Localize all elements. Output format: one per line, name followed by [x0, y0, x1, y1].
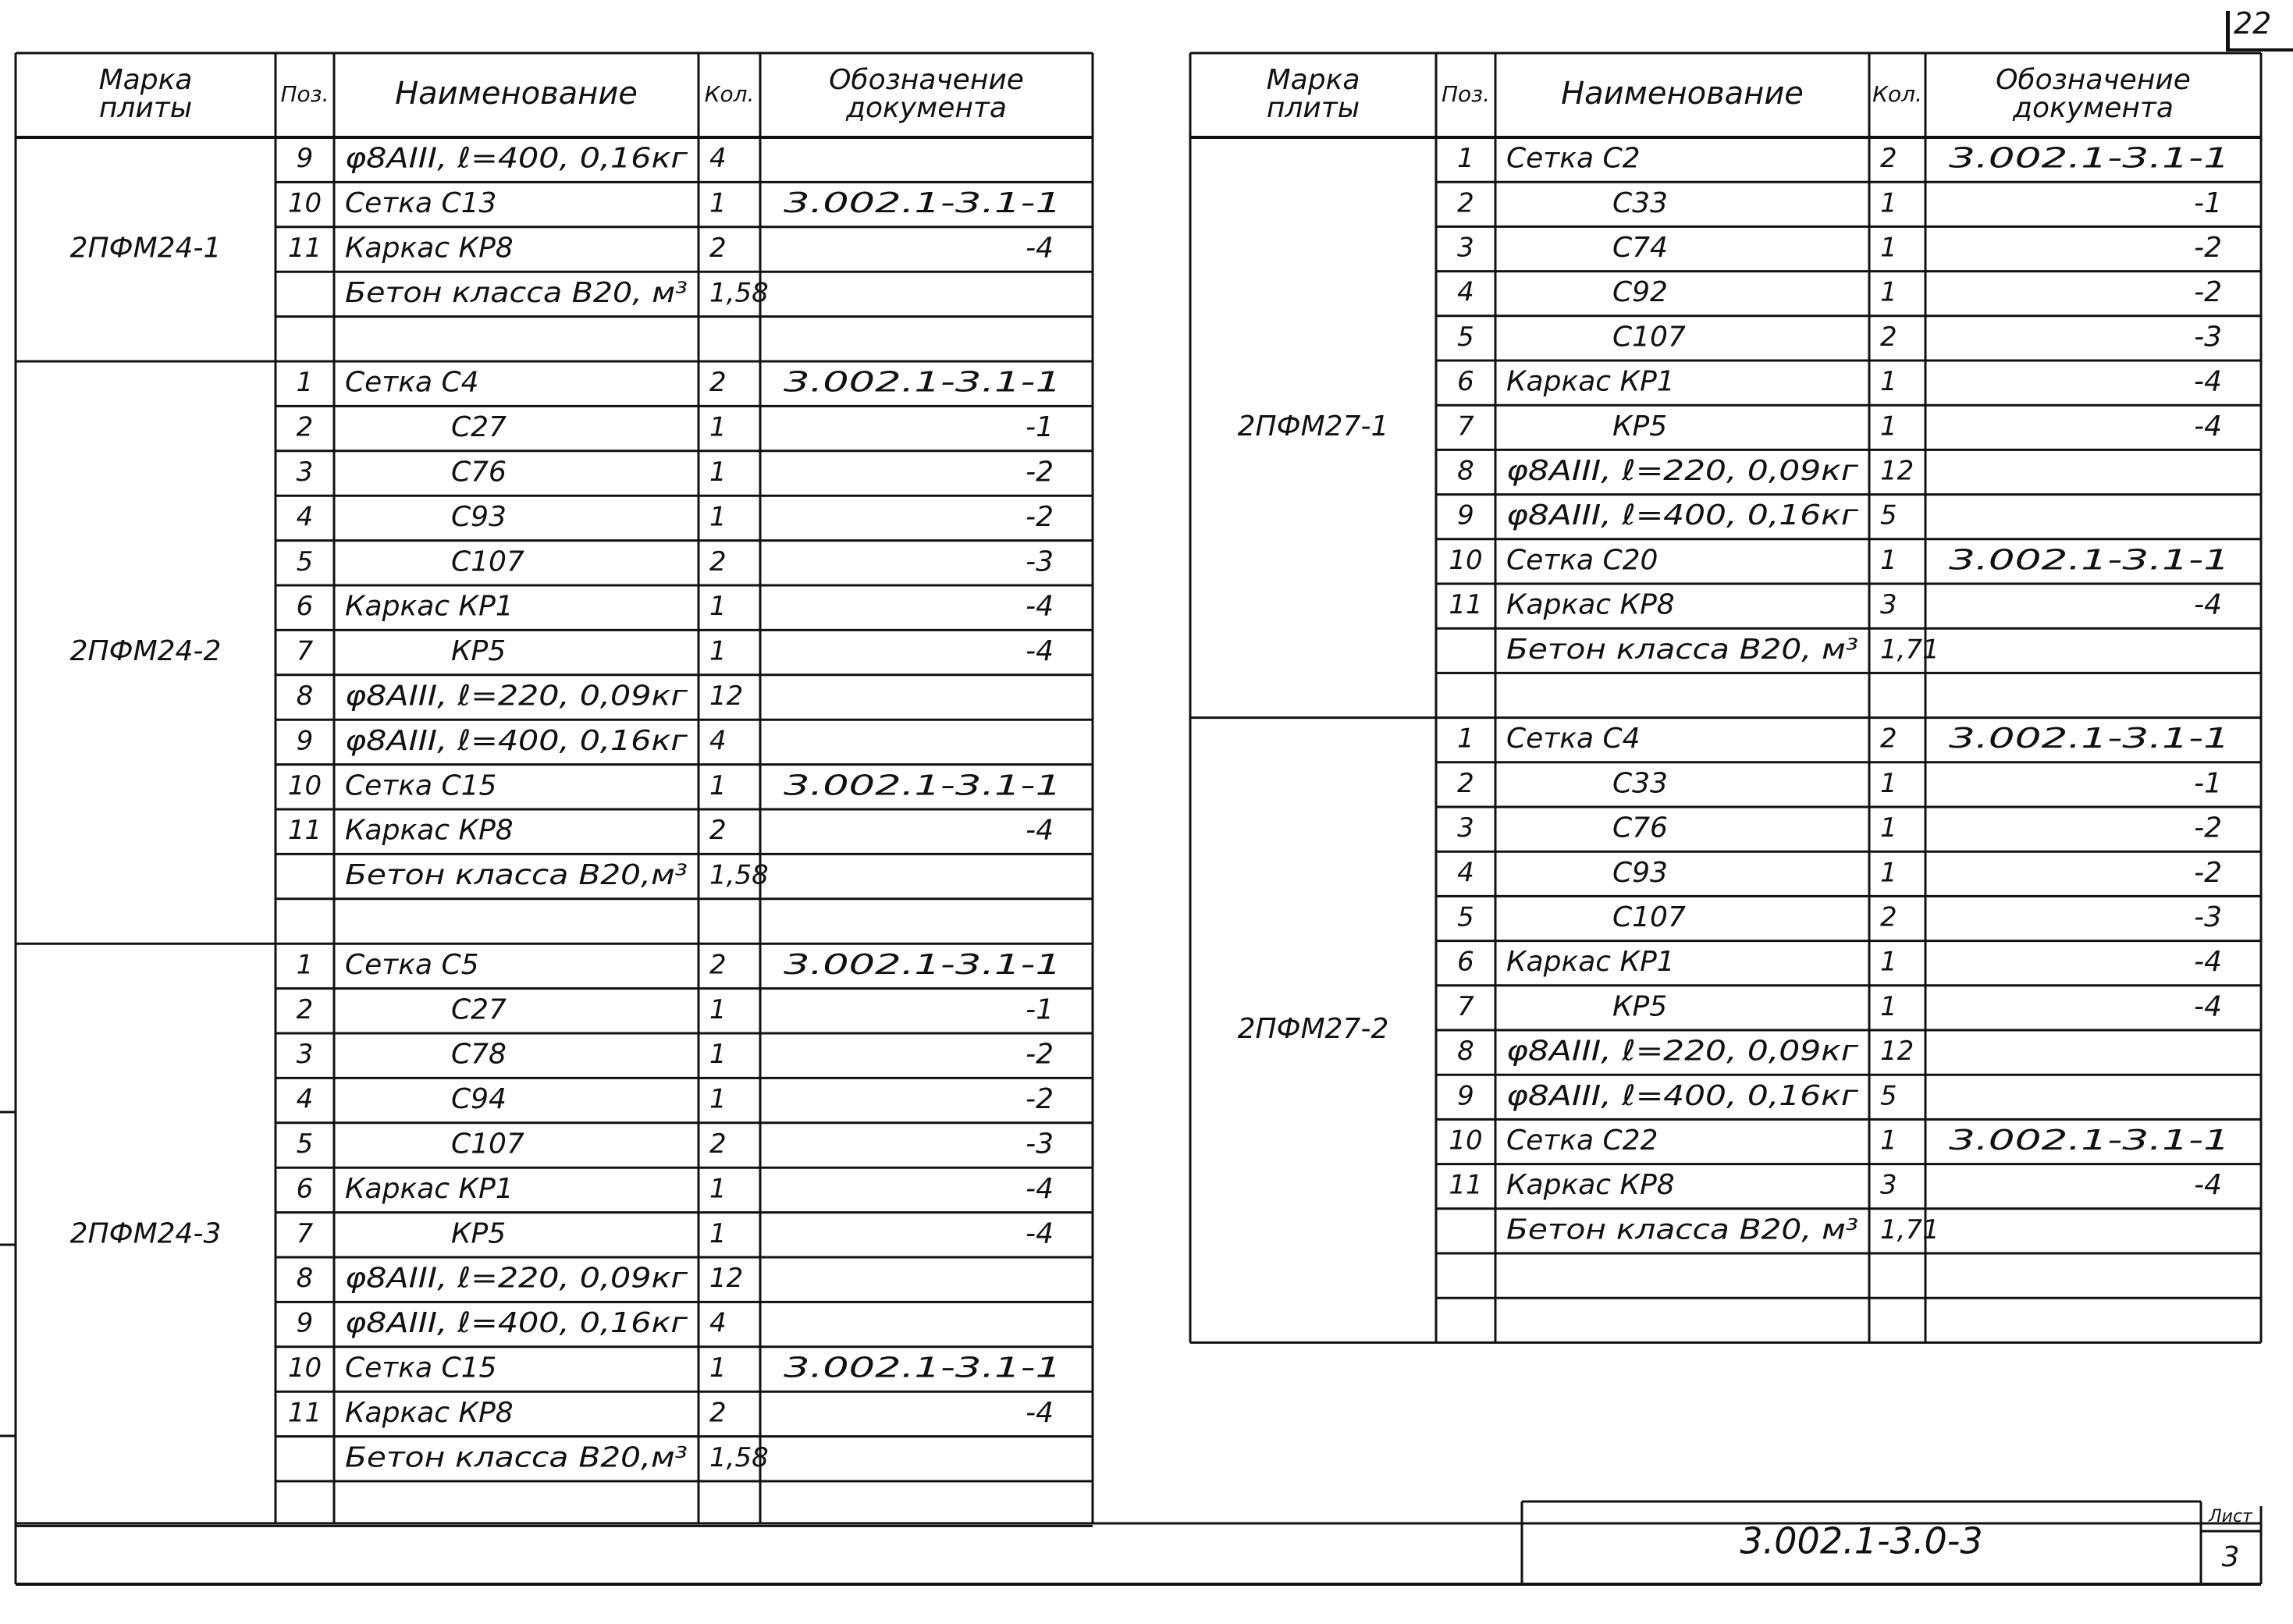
- row-name: КР5: [1612, 410, 1668, 442]
- row-pos: 1: [1457, 723, 1474, 755]
- row-pos: 8: [296, 1263, 314, 1295]
- row-qty: 12: [709, 681, 744, 712]
- row-qty: 1: [1880, 857, 1897, 889]
- row-pos: 9: [296, 1307, 314, 1339]
- row-qty: 2: [709, 949, 727, 981]
- header-pos: Поз.: [280, 81, 329, 107]
- row-doc: -4: [2194, 990, 2222, 1023]
- row-pos: 8: [296, 681, 314, 712]
- row-qty: 1: [709, 1173, 727, 1205]
- row-name: φ8АIII, ℓ=400, 0,16кг: [345, 142, 689, 175]
- row-qty: 2: [709, 815, 727, 847]
- row-qty: 2: [1880, 321, 1897, 353]
- row-pos: 8: [1457, 1036, 1474, 1068]
- row-name: Каркас КР8: [1506, 1169, 1675, 1202]
- header-mark: Марка: [98, 64, 193, 96]
- row-pos: 10: [287, 769, 322, 801]
- header-pos: Поз.: [1442, 81, 1490, 107]
- row-qty: 1: [709, 1039, 727, 1071]
- row-name: С107: [451, 1128, 524, 1160]
- row-pos: 11: [1449, 589, 1483, 621]
- row-doc: 3.002.1-3.1-1: [1949, 723, 2230, 755]
- header-qty: Кол.: [1872, 81, 1922, 107]
- row-name: КР5: [451, 635, 507, 668]
- row-qty: 3: [1880, 1169, 1897, 1201]
- row-qty: 2: [709, 233, 727, 264]
- row-pos: 5: [1457, 901, 1474, 933]
- row-pos: 7: [296, 1217, 314, 1249]
- header-mark: плиты: [98, 92, 193, 124]
- row-qty: 12: [1880, 455, 1914, 487]
- row-doc: -2: [1026, 500, 1054, 533]
- row-pos: 2: [296, 411, 314, 443]
- row-name: Каркас КР8: [1506, 588, 1675, 621]
- row-doc: -2: [1026, 1038, 1054, 1071]
- row-pos: 6: [1457, 946, 1474, 978]
- row-doc: -3: [2194, 321, 2222, 354]
- row-name: С107: [1612, 901, 1686, 933]
- row-qty: 1: [1880, 544, 1897, 576]
- row-qty: 2: [1880, 901, 1897, 933]
- row-name: φ8АIII, ℓ=220, 0,09кг: [345, 1262, 689, 1295]
- row-qty: 1: [709, 1352, 727, 1384]
- row-doc: -1: [2194, 767, 2222, 800]
- header-mark: плиты: [1266, 92, 1360, 124]
- row-pos: 2: [1457, 767, 1474, 799]
- row-pos: 9: [1457, 1080, 1474, 1112]
- stamp-sheet-number: 3: [2221, 1541, 2240, 1573]
- row-doc: -2: [2194, 856, 2222, 889]
- row-qty: 1,58: [709, 859, 769, 891]
- row-name: Каркас КР1: [1506, 365, 1675, 398]
- plate-mark: 2ПФМ24-2: [69, 635, 222, 668]
- row-qty: 12: [1880, 1036, 1914, 1068]
- page-number: 22: [2234, 6, 2272, 41]
- row-name: φ8АIII, ℓ=220, 0,09кг: [1506, 1035, 1860, 1068]
- row-qty: 1: [1880, 410, 1897, 442]
- row-name: Сетка С22: [1506, 1125, 1658, 1157]
- row-pos: 3: [296, 457, 314, 488]
- row-qty: 1: [1880, 767, 1897, 799]
- row-qty: 1: [1880, 232, 1897, 264]
- row-qty: 5: [1880, 499, 1897, 531]
- row-doc: -4: [1026, 1172, 1054, 1205]
- row-name: Каркас КР1: [345, 1172, 514, 1205]
- header-name: Наименование: [1561, 76, 1804, 112]
- row-pos: 8: [1457, 455, 1474, 487]
- plate-mark: 2ПФМ27-1: [1237, 410, 1389, 442]
- row-doc: -4: [2194, 365, 2222, 398]
- row-pos: 3: [1457, 812, 1474, 844]
- row-pos: 4: [1457, 857, 1474, 889]
- row-name: С74: [1612, 232, 1668, 264]
- row-name: Сетка С2: [1506, 142, 1641, 175]
- row-doc: -4: [1026, 590, 1054, 623]
- row-qty: 1: [709, 187, 727, 219]
- row-doc: -4: [2194, 410, 2222, 442]
- row-pos: 7: [1457, 990, 1474, 1022]
- row-qty: 4: [709, 1307, 727, 1339]
- row-qty: 1,71: [1880, 1214, 1939, 1246]
- row-qty: 1: [709, 1083, 727, 1115]
- row-qty: 1: [709, 993, 727, 1025]
- row-name: С107: [1612, 321, 1686, 354]
- row-name: Бетон класса В20, м³: [1506, 633, 1858, 666]
- row-doc: -2: [1026, 1083, 1054, 1116]
- row-doc: -2: [2194, 232, 2222, 264]
- row-pos: 3: [1457, 232, 1474, 264]
- row-name: С93: [1612, 856, 1668, 889]
- row-qty: 1: [1880, 812, 1897, 844]
- row-name: С76: [451, 456, 507, 489]
- row-doc: 3.002.1-3.1-1: [1949, 142, 2230, 175]
- row-doc: -3: [2194, 901, 2222, 933]
- row-name: φ8АIII, ℓ=400, 0,16кг: [1506, 1079, 1860, 1112]
- row-doc: -4: [1026, 1396, 1054, 1429]
- row-qty: 2: [1880, 723, 1897, 755]
- header-doc: Обозначение: [1996, 64, 2191, 96]
- row-name: Бетон класса В20,м³: [345, 859, 688, 892]
- row-name: С33: [1612, 187, 1668, 219]
- row-pos: 6: [1457, 366, 1474, 398]
- row-name: С92: [1612, 276, 1668, 309]
- row-qty: 1: [709, 411, 727, 443]
- row-qty: 12: [709, 1263, 744, 1295]
- row-pos: 2: [1457, 187, 1474, 219]
- row-pos: 10: [1449, 1125, 1483, 1157]
- row-doc: -2: [2194, 276, 2222, 309]
- row-name: Бетон класса В20, м³: [1506, 1214, 1858, 1246]
- row-name: φ8АIII, ℓ=400, 0,16кг: [1506, 499, 1860, 532]
- row-doc: -1: [2194, 187, 2222, 219]
- row-name: φ8АIII, ℓ=220, 0,09кг: [1506, 455, 1860, 487]
- row-name: Каркас КР1: [1506, 946, 1675, 979]
- row-name: φ8АIII, ℓ=400, 0,16кг: [345, 1307, 689, 1340]
- row-name: Каркас КР8: [345, 1396, 514, 1429]
- row-qty: 4: [709, 725, 727, 757]
- row-pos: 1: [296, 367, 314, 399]
- row-qty: 1: [1880, 990, 1897, 1022]
- row-name: Бетон класса В20, м³: [345, 276, 688, 309]
- row-doc: -3: [1026, 545, 1054, 578]
- row-qty: 4: [709, 143, 727, 175]
- row-name: Сетка С4: [345, 366, 479, 399]
- row-pos: 11: [287, 815, 322, 847]
- row-pos: 7: [1457, 410, 1474, 442]
- row-name: Сетка С4: [1506, 723, 1641, 755]
- row-qty: 1: [709, 1217, 727, 1249]
- row-doc: -2: [2194, 812, 2222, 844]
- row-qty: 2: [709, 1397, 727, 1429]
- row-pos: 2: [296, 993, 314, 1025]
- row-qty: 1: [709, 457, 727, 488]
- row-doc: 3.002.1-3.1-1: [784, 187, 1061, 220]
- row-pos: 7: [296, 635, 314, 667]
- row-qty: 1,58: [709, 277, 769, 309]
- row-pos: 9: [296, 143, 314, 175]
- row-name: Сетка С20: [1506, 544, 1658, 577]
- header-doc: документа: [846, 92, 1007, 124]
- row-name: Каркас КР8: [345, 814, 514, 847]
- row-doc: 3.002.1-3.1-1: [1949, 1125, 2230, 1157]
- row-pos: 11: [287, 233, 322, 264]
- row-qty: 1: [1880, 366, 1897, 398]
- row-pos: 4: [1457, 276, 1474, 308]
- row-doc: -1: [1026, 993, 1054, 1026]
- row-qty: 3: [1880, 589, 1897, 621]
- plate-mark: 2ПФМ24-3: [69, 1217, 222, 1250]
- row-doc: 3.002.1-3.1-1: [1949, 544, 2230, 577]
- row-name: С27: [451, 993, 507, 1026]
- row-pos: 6: [296, 1173, 314, 1205]
- row-qty: 2: [709, 367, 727, 399]
- row-name: С94: [451, 1083, 507, 1116]
- row-pos: 3: [296, 1039, 314, 1071]
- row-doc: -4: [1026, 232, 1054, 265]
- row-pos: 1: [296, 949, 314, 981]
- row-qty: 2: [709, 545, 727, 577]
- row-name: Каркас КР1: [345, 590, 514, 623]
- header-doc: документа: [2013, 92, 2174, 124]
- row-pos: 10: [287, 187, 322, 219]
- header-mark: Марка: [1266, 64, 1360, 96]
- header-name: Наименование: [395, 76, 638, 112]
- row-doc: -4: [1026, 1217, 1054, 1250]
- stamp-sheet-label: Лист: [2209, 1507, 2252, 1526]
- row-qty: 1: [1880, 946, 1897, 978]
- row-doc: -4: [2194, 946, 2222, 979]
- row-qty: 1,58: [709, 1441, 769, 1473]
- row-name: С27: [451, 411, 507, 444]
- row-doc: -1: [1026, 411, 1054, 444]
- row-doc: -4: [2194, 1169, 2222, 1202]
- row-name: С33: [1612, 767, 1668, 800]
- row-pos: 5: [1457, 321, 1474, 353]
- row-doc: -4: [1026, 814, 1054, 847]
- row-name: КР5: [1612, 990, 1668, 1023]
- row-pos: 4: [296, 501, 314, 533]
- row-pos: 10: [287, 1352, 322, 1384]
- row-name: С93: [451, 500, 507, 533]
- row-qty: 1: [1880, 1125, 1897, 1157]
- row-name: Каркас КР8: [345, 232, 514, 265]
- row-doc: 3.002.1-3.1-1: [784, 948, 1061, 981]
- row-pos: 6: [296, 591, 314, 623]
- row-name: Сетка С13: [345, 187, 497, 220]
- row-qty: 2: [1880, 143, 1897, 175]
- row-pos: 9: [1457, 499, 1474, 531]
- row-doc: -4: [2194, 588, 2222, 621]
- row-pos: 1: [1457, 143, 1474, 175]
- row-name: Сетка С5: [345, 948, 479, 981]
- row-pos: 11: [1449, 1169, 1483, 1201]
- row-name: КР5: [451, 1217, 507, 1250]
- row-name: С78: [451, 1038, 507, 1071]
- row-name: С107: [451, 545, 524, 578]
- row-pos: 10: [1449, 544, 1483, 576]
- row-qty: 1: [709, 635, 727, 667]
- row-pos: 11: [287, 1397, 322, 1429]
- row-pos: 5: [296, 545, 314, 577]
- row-doc: 3.002.1-3.1-1: [784, 769, 1061, 802]
- row-name: С76: [1612, 812, 1668, 844]
- row-qty: 5: [1880, 1080, 1897, 1112]
- stamp-designation: 3.002.1-3.0-3: [1740, 1519, 1983, 1562]
- row-qty: 1: [1880, 276, 1897, 308]
- row-qty: 1: [709, 501, 727, 533]
- row-doc: -4: [1026, 635, 1054, 668]
- row-name: φ8АIII, ℓ=400, 0,16кг: [345, 724, 689, 757]
- row-pos: 4: [296, 1083, 314, 1115]
- row-pos: 9: [296, 725, 314, 757]
- row-qty: 1: [709, 591, 727, 623]
- row-qty: 1,71: [1880, 634, 1939, 666]
- row-doc: -3: [1026, 1128, 1054, 1160]
- row-doc: 3.002.1-3.1-1: [784, 1352, 1061, 1384]
- row-name: φ8АIII, ℓ=220, 0,09кг: [345, 680, 689, 712]
- row-qty: 1: [1880, 187, 1897, 219]
- row-name: Сетка С15: [345, 769, 497, 802]
- row-doc: 3.002.1-3.1-1: [784, 366, 1061, 399]
- row-qty: 2: [709, 1128, 727, 1160]
- row-name: Бетон класса В20,м³: [345, 1441, 688, 1474]
- row-doc: -2: [1026, 456, 1054, 489]
- header-qty: Кол.: [704, 81, 755, 107]
- plate-mark: 2ПФМ27-2: [1237, 1013, 1389, 1045]
- row-qty: 1: [709, 769, 727, 801]
- header-doc: Обозначение: [829, 64, 1024, 96]
- row-name: Сетка С15: [345, 1352, 497, 1384]
- row-pos: 5: [296, 1128, 314, 1160]
- plate-mark: 2ПФМ24-1: [69, 232, 222, 265]
